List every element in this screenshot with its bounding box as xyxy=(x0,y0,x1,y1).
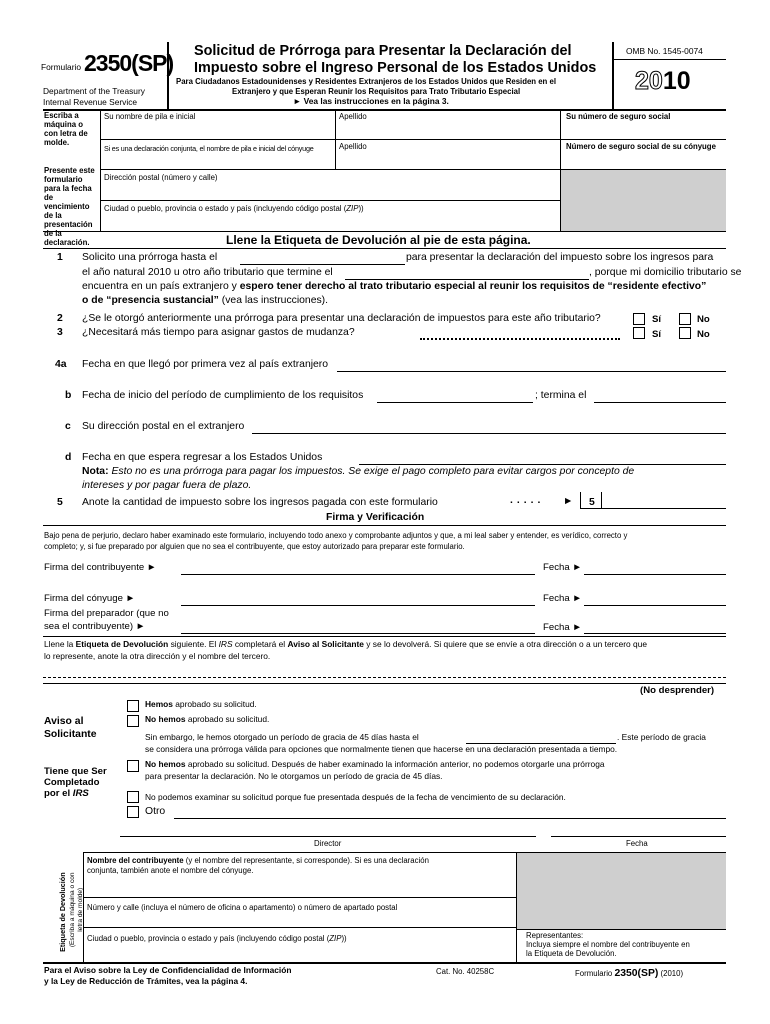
detach-line xyxy=(43,677,726,678)
line3-no-checkbox[interactable] xyxy=(679,327,691,339)
irs-completion-note-3: por el IRS xyxy=(44,788,89,799)
line1-number: 1 xyxy=(57,252,63,263)
line3-yes-label: Sí xyxy=(652,329,662,340)
address-field[interactable]: Dirección postal (número y calle) xyxy=(104,173,218,182)
notice-date-label: Fecha xyxy=(626,839,648,848)
line5-number: 5 xyxy=(57,497,63,508)
extension-date-input[interactable] xyxy=(240,264,405,265)
label-taxpayer-name[interactable]: Nombre del contribuyente (y el nombre del representante, si corresponde). Si es una declaración xyxy=(87,856,429,865)
return-date-input[interactable] xyxy=(359,464,726,465)
grace-period-text-cont: se considera una prórroga válida para opciones que normalmente tienen que hacerse en una declaración presentada a tiempo. xyxy=(145,744,618,754)
perjury-statement: Bajo pena de perjurio, declaro haber examinado este formulario, incluyendo todo anexo y comprobante adjuntos y que, a mi leal saber y entender, es verídico, correcto y xyxy=(44,531,628,540)
line4b-ends: ; termina el xyxy=(535,390,587,401)
spouse-signature-input[interactable] xyxy=(181,605,535,606)
taxpayer-date-label: Fecha ► xyxy=(543,562,582,573)
department: Department of the Treasury xyxy=(43,86,145,96)
city-field[interactable]: Ciudad o pueblo, provincia o estado y país (incluyendo código postal (ZIP)) xyxy=(104,204,364,213)
signature-heading: Firma y Verificación xyxy=(326,512,425,523)
spouse-last-name-field[interactable]: Apellido xyxy=(339,142,367,151)
form-number: 2350(SP) xyxy=(84,50,174,76)
return-label-instructions: Llene la Etiqueta de Devolución siguiente. El IRS completará el Aviso al Solicitante y se lo devolverá. Si quiere que se envíe a otra dirección o a un tercero que xyxy=(44,639,648,649)
return-label-instructions-cont: lo represente, anote la otra dirección y el nombre del tercero. xyxy=(44,651,271,661)
late-filing-checkbox[interactable] xyxy=(127,791,139,803)
spouse-ssn-field[interactable]: Número de seguro social de su cónyuge xyxy=(566,142,716,151)
not-approved-no-grace-cont: para presentar la declaración. No le otorgamos un período de gracia de 45 días. xyxy=(145,771,443,781)
form-subtitle-line1: Para Ciudadanos Estadounidenses y Residentes Extranjeros de los Estados Unidos que Residen en el xyxy=(176,77,556,86)
not-approved-checkbox[interactable] xyxy=(127,715,139,727)
representatives-note: Representantes: xyxy=(526,931,584,940)
line4c-text: Su dirección postal en el extranjero xyxy=(82,421,245,432)
line1-text-d: , porque mi domicilio tributario se xyxy=(589,267,742,278)
line5-box-number: 5 xyxy=(589,497,595,508)
line4b-text: Fecha de inicio del período de cumplimiento de los requisitos xyxy=(82,390,364,401)
omb-number: OMB No. 1545-0074 xyxy=(626,46,703,56)
spouse-date-input[interactable] xyxy=(584,605,726,606)
irs-completion-note: Tiene que Ser xyxy=(44,766,107,777)
taxpayer-date-input[interactable] xyxy=(584,574,726,575)
approved-checkbox[interactable] xyxy=(127,700,139,712)
representatives-note-2: Incluya siempre el nombre del contribuyente en xyxy=(526,940,690,949)
line1-text-b: para presentar la declaración del impuesto sobre los ingresos para xyxy=(406,252,714,263)
line4d-text: Fecha en que espera regresar a los Estados Unidos xyxy=(82,452,323,463)
tax-paid-amount-input[interactable] xyxy=(604,495,724,508)
other-reason-input[interactable] xyxy=(174,818,726,819)
shaded-area xyxy=(561,170,726,231)
label-instruction-heading: Llene la Etiqueta de Devolución al pie de esta página. xyxy=(226,233,531,247)
director-label: Director xyxy=(314,839,342,848)
line1-text-c: el año natural 2010 u otro año tributario que termine el xyxy=(82,267,333,278)
preparer-signature-label-cont: sea el contribuyente) ► xyxy=(44,621,146,632)
line4d-number: d xyxy=(65,452,72,463)
other-label: Otro xyxy=(145,806,166,817)
label-shaded-area xyxy=(517,853,726,929)
late-filing-label: No podemos examinar su solicitud porque fue presentada después de la fecha de vencimiento de su declaración. xyxy=(145,792,566,802)
ssn-field[interactable]: Su número de seguro social xyxy=(566,112,671,121)
see-instructions: ► Vea las instrucciones en la página 3. xyxy=(293,96,449,106)
line2-no-checkbox[interactable] xyxy=(679,313,691,325)
line2-yes-checkbox[interactable] xyxy=(633,313,645,325)
line2-text: ¿Se le otorgó anteriormente una prórroga para presentar una declaración de impuestos para este año tributario? xyxy=(82,313,601,324)
approved-label: Hemos aprobado su solicitud. xyxy=(145,699,257,709)
taxpayer-signature-label: Firma del contribuyente ► xyxy=(44,562,157,573)
tax-year: 2010 xyxy=(635,67,691,95)
spouse-date-label: Fecha ► xyxy=(543,593,582,604)
notice-title: Aviso al xyxy=(44,716,84,727)
not-approved-label: No hemos aprobado su solicitud. xyxy=(145,714,270,724)
line1-text-a: Solicito una prórroga hasta el xyxy=(82,252,218,263)
label-taxpayer-name-cont: conjunta, también anote el nombre del cónyuge. xyxy=(87,866,254,875)
form-subtitle-line2: Extranjero y que Esperan Reunir los Requisitos para Trato Tributario Especial xyxy=(232,87,521,96)
preparer-signature-label: Firma del preparador (que no xyxy=(44,608,169,619)
line3-number: 3 xyxy=(57,327,63,338)
line3-yes-checkbox[interactable] xyxy=(633,327,645,339)
last-name-field[interactable]: Apellido xyxy=(339,112,367,121)
preparer-date-input[interactable] xyxy=(584,633,726,634)
line2-number: 2 xyxy=(57,313,63,324)
notice-date-input[interactable] xyxy=(551,836,726,837)
label-city-field[interactable]: Ciudad o pueblo, provincia o estado y país (incluyendo código postal (ZIP)) xyxy=(87,934,347,943)
joint-name-field[interactable]: Si es una declaración conjunta, el nombre de pila e inicial del cónyuge xyxy=(104,144,314,153)
footer-form-id: Formulario 2350(SP) (2010) xyxy=(575,968,684,979)
not-approved-no-grace-label: No hemos aprobado su solicitud. Después de haber examinado la información anterior, no podemos otorgarle una prórroga xyxy=(145,759,605,769)
label-side-title: Etiqueta de Devolución xyxy=(57,872,67,952)
line4a-number: 4a xyxy=(55,359,67,370)
preparer-date-label: Fecha ► xyxy=(543,622,582,633)
line1-text-f: o de “presencia sustancial” (vea las instrucciones). xyxy=(82,295,329,306)
line3-text: ¿Necesitará más tiempo para asignar gastos de mudanza? xyxy=(82,327,355,338)
line1-text-e: encuentra en un país extranjero y espero tener derecho al trato tributario especial al reunir los requisitos de “residente efectivo” xyxy=(82,281,707,292)
do-not-detach: (No desprender) xyxy=(640,685,715,696)
notice-title-cont: Solicitante xyxy=(44,729,97,740)
line4d-note: Nota: Esto no es una prórroga para pagar los impuestos. Se exige el pago completo para evitar cargos por concepto de xyxy=(82,466,635,477)
line4d-note-cont: intereses y por pagar fuera de plazo. xyxy=(82,480,252,491)
arrival-date-input[interactable] xyxy=(337,371,726,372)
tax-year-end-input[interactable] xyxy=(345,279,589,280)
label-side-note: (Escriba a máquina o con xyxy=(69,872,77,948)
taxpayer-signature-input[interactable] xyxy=(181,574,535,575)
line4c-number: c xyxy=(65,421,71,432)
first-name-field[interactable]: Su nombre de pila e inicial xyxy=(104,112,196,121)
type-or-print-note: Escriba a máquina o con letra de molde. xyxy=(44,111,88,147)
privacy-notice: Para el Aviso sobre la Ley de Confidencialidad de Información xyxy=(44,965,292,975)
grace-period-text-b: . Este período de gracia xyxy=(617,732,706,742)
line2-no-label: No xyxy=(697,314,710,325)
form-title-line2: Impuesto sobre el Ingreso Personal de los Estados Unidos xyxy=(194,60,597,76)
not-approved-no-grace-checkbox[interactable] xyxy=(127,760,139,772)
other-checkbox[interactable] xyxy=(127,806,139,818)
grace-period-text: Sin embargo, le hemos otorgado un período de gracia de 45 días hasta el xyxy=(145,732,419,742)
foreign-address-input[interactable] xyxy=(252,433,726,434)
catalog-number: Cat. No. 40258C xyxy=(436,967,495,976)
line3-no-label: No xyxy=(697,329,710,340)
form-label: Formulario xyxy=(41,62,82,72)
agency: Internal Revenue Service xyxy=(43,97,138,107)
representatives-note-3: la Etiqueta de Devolución. xyxy=(526,949,617,958)
label-side-note-2: letra de molde) xyxy=(77,887,85,932)
preparer-signature-input[interactable] xyxy=(181,633,535,634)
form-title-line1: Solicitud de Prórroga para Presentar la Declaración del xyxy=(194,43,572,59)
perjury-statement-cont: completo; y, si fue preparado por alguien que no sea el contribuyente, que estoy autorizado para preparar este formulario. xyxy=(44,542,465,551)
director-signature-input[interactable] xyxy=(120,836,536,837)
line5-text: Anote la cantidad de impuesto sobre los ingresos pagada con este formulario xyxy=(82,497,438,508)
irs-completion-note-2: Completado xyxy=(44,777,100,788)
line4a-text: Fecha en que llegó por primera vez al país extranjero xyxy=(82,359,329,370)
line4b-number: b xyxy=(65,390,72,401)
privacy-notice-cont: y la Ley de Reducción de Trámites, vea la página 4. xyxy=(44,976,248,986)
spouse-signature-label: Firma del cónyuge ► xyxy=(44,593,136,604)
period-end-input[interactable] xyxy=(594,402,726,403)
line2-yes-label: Sí xyxy=(652,314,662,325)
label-street-field[interactable]: Número y calle (incluya el número de oficina o apartamento) o número de apartado postal xyxy=(87,903,398,912)
period-start-input[interactable] xyxy=(377,402,533,403)
file-by-due-date-note: Presente este formulario para la fecha de vencimiento de la presentación de la declaración. xyxy=(44,166,95,247)
